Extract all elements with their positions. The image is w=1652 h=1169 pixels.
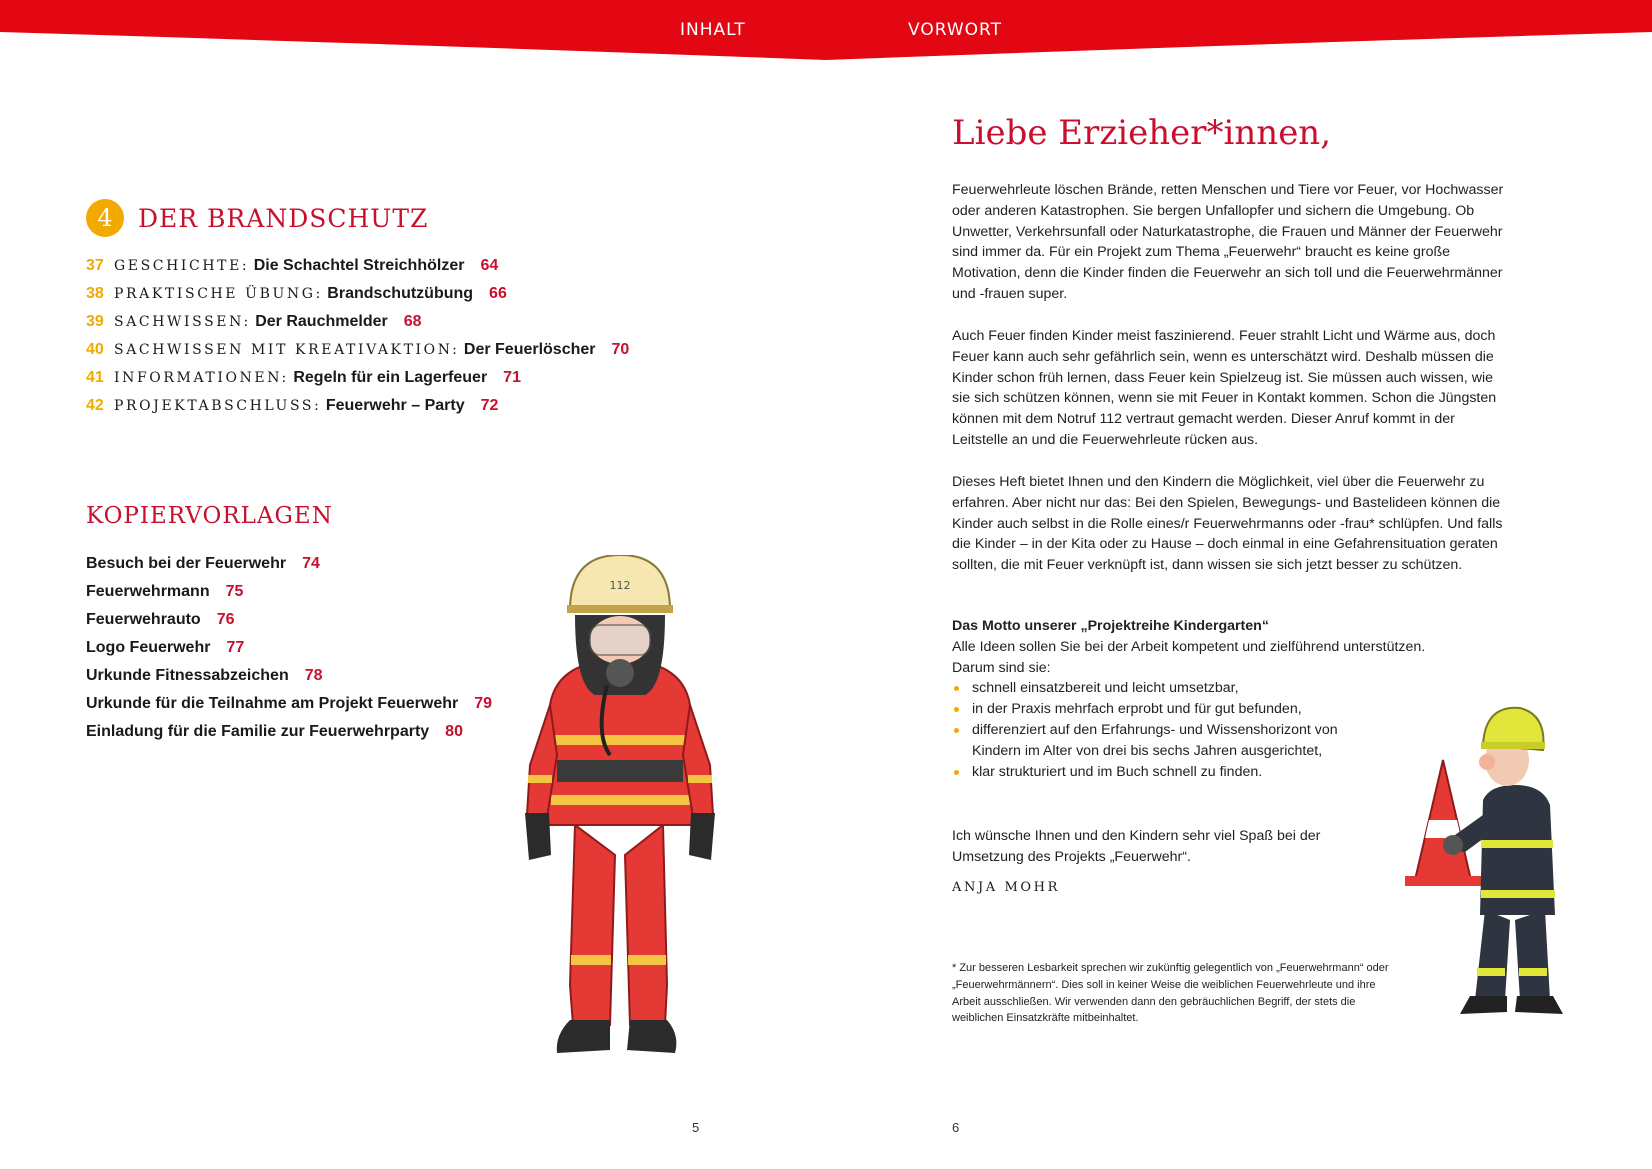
toc-entry-number: 40 xyxy=(86,341,104,358)
list-item: klar strukturiert und im Buch schnell zu finden. xyxy=(952,762,1472,783)
kopiervorlagen-list xyxy=(86,550,492,746)
kopiervorlage-item[interactable] xyxy=(86,690,492,718)
toc-entry[interactable] xyxy=(86,336,629,364)
toc-entry-category: INFORMATIONEN: xyxy=(114,370,289,386)
kopiervorlagen-heading: KOPIERVORLAGEN xyxy=(86,503,333,529)
kopiervorlage-item[interactable] xyxy=(86,550,492,578)
kopiervorlage-item[interactable] xyxy=(86,634,492,662)
footnote: * Zur besseren Lesbarkeit sprechen wir zukünftig gelegentlich von „Feuerwehrmann“ oder „Feuerwehrmännern“. Dies soll in keiner Weise die weiblichen Feuerwehrleute und ihre Arbeit ausschließen. Wir verwenden dann den gebräuchlichen Begriff, der stets die weiblichen Einsatzkräfte mitbeinhaltet. xyxy=(952,962,1389,1025)
kopiervorlage-page: 79 xyxy=(474,695,493,712)
kopiervorlage-item[interactable] xyxy=(86,662,492,690)
toc-entry[interactable] xyxy=(86,392,629,420)
toc-entry-category: GESCHICHTE: xyxy=(114,258,250,274)
motto-block xyxy=(952,616,1472,782)
paragraph: Dieses Heft bietet Ihnen und den Kindern die Möglichkeit, viel über die Feuerwehr zu erfahren. Aber nicht nur das: Bei den Spielen, Bewegungs- und Bastelideen können die Kinder auch selbst in die Rolle eines/r Feuerwehrmanns oder -frau* schlüpfen. Und falls die Kinder – in der Kita oder zu Hause – doch einmal in eine Gefahrensituation geraten sollten, die mit Feuer verknüpft ist, dann wissen sie sich jetzt besser zu schützen. xyxy=(952,474,1503,574)
list-item: schnell einsatzbereit und leicht umsetzbar, xyxy=(952,678,1472,699)
toc-entry-title: Regeln für ein Lagerfeuer xyxy=(293,369,488,386)
list-item: differenziert auf den Erfahrungs- und Wissenshorizont von Kindern im Alter von drei bis sechs Jahren ausgerichtet, xyxy=(952,720,1372,762)
top-bar-shape xyxy=(0,0,1652,62)
motto-intro: Alle Ideen sollen Sie bei der Arbeit kompetent und zielführend unterstützen. xyxy=(952,638,1426,655)
section-title: DER BRANDSCHUTZ xyxy=(138,203,429,233)
helmet-number: 112 xyxy=(609,579,631,592)
toc-entry-number: 39 xyxy=(86,313,104,330)
table-of-contents xyxy=(86,252,629,420)
toc-entry-category: SACHWISSEN MIT KREATIVAKTION: xyxy=(114,342,460,358)
toc-entry-title: Feuerwehr – Party xyxy=(325,397,465,414)
kopiervorlage-page: 80 xyxy=(445,723,463,740)
toc-entry-page: 72 xyxy=(480,397,499,414)
tab-vorwort[interactable]: VORWORT xyxy=(908,20,1002,40)
toc-entry[interactable] xyxy=(86,364,629,392)
toc-entry-number: 41 xyxy=(86,369,104,386)
motto-heading: Das Motto unserer „Projektreihe Kindergarten“ xyxy=(952,618,1269,634)
kopiervorlage-page: 76 xyxy=(216,611,235,628)
toc-entry-category: PRAKTISCHE ÜBUNG: xyxy=(114,286,323,302)
tab-inhalt[interactable]: INHALT xyxy=(680,20,746,40)
toc-entry[interactable] xyxy=(86,252,629,280)
toc-entry-title: Brandschutzübung xyxy=(327,285,474,302)
kopiervorlage-item[interactable] xyxy=(86,578,492,606)
list-item: in der Praxis mehrfach erprobt und für gut befunden, xyxy=(952,699,1472,720)
paragraph: Auch Feuer finden Kinder meist faszinierend. Feuer strahlt Licht und Wärme aus, doch Feuer kann auch sehr gefährlich sein, wenn es unterschätzt wird. Deshalb müssen die Kinder schon früh lernen, dass Feuer kein Spielzeug ist. Sie müssen auch wissen, wie sie sich schützen können, wenn sie mit Feuer in Kontakt kommen. Schon die Jüngsten können mit dem Notruf 112 vertraut gemacht werden. Dieser Anruf kommt in der Leitstelle an und die Feuerwehrleute rücken aus. xyxy=(952,328,1497,448)
paragraph: Feuerwehrleute löschen Brände, retten Menschen und Tiere vor Feuer, vor Hochwasser oder anderen Katastrophen. Sie bergen Unfallopfer und sichern die Umgebung. Ob Unwetter, Verkehrsunfall oder Naturkatastrophe, die Frauen und Männer der Feuerwehr sind immer da. Für ein Projekt zum Thema „Feuerwehr“ braucht es keine große Motivation, denn die Kinder finden die Feuerwehr an sich toll und die Feuerwehrmänner und -frauen super. xyxy=(952,182,1504,302)
kopiervorlage-item[interactable] xyxy=(86,606,492,634)
toc-entry-number: 38 xyxy=(86,285,104,302)
kopiervorlage-title: Feuerwehrmann xyxy=(86,583,210,600)
kopiervorlage-title: Urkunde für die Teilnahme am Projekt Feuerwehr xyxy=(86,695,459,712)
section-heading xyxy=(86,199,428,237)
kopiervorlage-title: Urkunde Fitnessabzeichen xyxy=(86,667,289,684)
toc-entry-page: 64 xyxy=(480,257,499,274)
toc-entry[interactable] xyxy=(86,280,629,308)
toc-entry-page: 68 xyxy=(403,313,422,330)
kopiervorlage-title: Logo Feuerwehr xyxy=(86,639,211,656)
toc-entry[interactable] xyxy=(86,308,629,336)
section-number-badge: 4 xyxy=(86,199,124,237)
page-number-right: 6 xyxy=(952,1120,960,1135)
kopiervorlage-title: Feuerwehrauto xyxy=(86,611,201,628)
firefighter-with-cone-illustration xyxy=(1395,700,1565,1020)
toc-entry-title: Die Schachtel Streichhölzer xyxy=(253,257,465,274)
toc-entry-page: 66 xyxy=(489,285,507,302)
toc-entry-title: Der Feuerlöscher xyxy=(463,341,596,358)
firefighter-illustration xyxy=(515,555,725,1065)
signature: ANJA MOHR xyxy=(952,880,1060,895)
page-number-left: 5 xyxy=(692,1120,700,1135)
kopiervorlage-title: Einladung für die Familie zur Feuerwehrparty xyxy=(86,723,430,740)
toc-entry-category: SACHWISSEN: xyxy=(114,314,251,330)
motto-intro: Darum sind sie: xyxy=(952,659,1051,676)
toc-entry-page: 71 xyxy=(503,369,521,386)
top-navigation-bar xyxy=(0,0,1652,62)
kopiervorlage-page: 74 xyxy=(302,555,320,572)
kopiervorlage-title: Besuch bei der Feuerwehr xyxy=(86,555,287,572)
kopiervorlage-page: 75 xyxy=(225,583,244,600)
kopiervorlage-item[interactable] xyxy=(86,718,492,746)
toc-entry-number: 37 xyxy=(86,257,104,274)
toc-entry-page: 70 xyxy=(611,341,630,358)
toc-entry-title: Der Rauchmelder xyxy=(255,313,388,330)
toc-entry-number: 42 xyxy=(86,397,104,414)
kopiervorlage-page: 78 xyxy=(304,667,323,684)
letter-title: Liebe Erzieher*innen, xyxy=(952,113,1332,153)
motto-bullet-list xyxy=(952,678,1472,782)
toc-entry-category: PROJEKTABSCHLUSS: xyxy=(114,398,322,414)
closing-text: Ich wünsche Ihnen und den Kindern sehr viel Spaß bei der Umsetzung des Projekts „Feuerwehr“. xyxy=(952,828,1321,865)
kopiervorlage-page: 77 xyxy=(226,639,245,656)
